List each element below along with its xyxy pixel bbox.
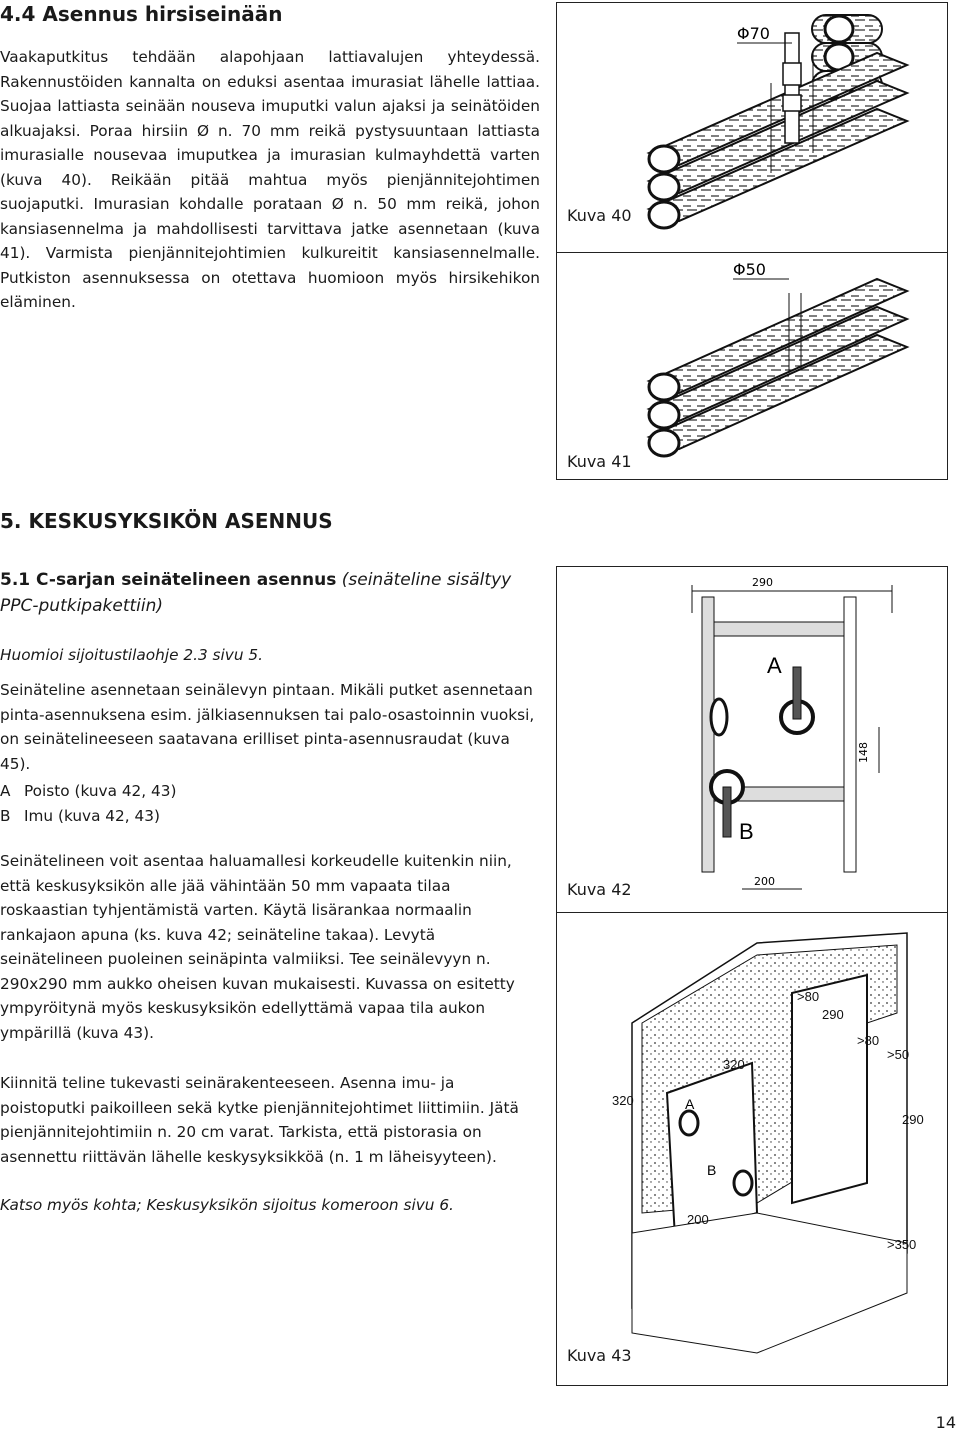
outlet-label-a: A — [767, 653, 782, 678]
item-a — [0, 779, 176, 804]
caption-kuva-41: Kuva 41 — [567, 452, 632, 471]
item-a-text: Poisto (kuva 42, 43) — [24, 782, 177, 800]
page-number: 14 — [935, 1413, 956, 1432]
dimension-label-290: 290 — [752, 576, 773, 589]
section-5-1-paragraph-2: Seinätelineen voit asentaa haluamallesi korkeudelle kuitenkin niin, että keskusyksikön alle jää vähintään 50 mm vapaata tilaa roskaastian tyhjentämistä varten. Käytä lisärankaa normaalin rankajaon apuna (ks. kuva 42; seinäteline takaa). Levytä seinätelineen puoleinen seinäpinta valmiiksi. Tee seinälevyyn n. 290x290 mm aukko oheisen kuvan mukaisesti. Kuvassa on esitetty ympyröitynä myös keskusyksikön edellyttämä vapaa tila aukon ympärillä (kuva 43). — [0, 852, 515, 1042]
outlet-label-a: A — [685, 1096, 695, 1112]
log-wall-illustration-41 — [557, 253, 947, 479]
dimension-label-50: >50 — [887, 1047, 910, 1062]
dimension-label-290-top: 290 — [822, 1007, 844, 1022]
caption-kuva-40: Kuva 40 — [567, 206, 632, 225]
dimension-label-200: 200 — [754, 875, 775, 888]
dimension-label-320-inner: 320 — [723, 1057, 745, 1072]
caption-kuva-42: Kuva 42 — [567, 880, 632, 899]
section-5-1-paragraph-1: Seinäteline asennetaan seinälevyn pintaan. Mikäli putket asennetaan pinta-asennuksena esim. jälkiasennuksen tai palo-osastoinnin vuoksi, on seinätelineeseen saatavana erilliset pinta-asennusraudat (kuva 45). — [0, 681, 535, 773]
item-a-letter: A — [0, 782, 11, 800]
dimension-label-80-side: >80 — [857, 1033, 880, 1048]
item-b-text: Imu (kuva 42, 43) — [24, 807, 160, 825]
dimension-label-80-top: >80 — [797, 989, 820, 1004]
see-also-note: Katso myös kohta; Keskusyksikön sijoitus komeroon sivu 6. — [0, 1196, 454, 1214]
wall-opening-drawing-43 — [557, 913, 947, 1385]
section-heading-4-4: 4.4 Asennus hirsiseinään — [0, 2, 283, 26]
item-b-letter: B — [0, 807, 11, 825]
figure-kuva-41 — [556, 252, 948, 480]
section-5-1-title: 5.1 C-sarjan seinätelineen asennus — [0, 570, 337, 590]
figure-kuva-43 — [556, 912, 948, 1386]
lower-logs — [649, 53, 907, 228]
dimension-label-148: 148 — [857, 742, 870, 763]
section-heading-5: 5. KESKUSYKSIKÖN ASENNUS — [0, 509, 333, 533]
placement-note: Huomioi sijoitustilaohje 2.3 sivu 5. — [0, 646, 263, 664]
item-b — [0, 804, 160, 829]
section-4-4-paragraph: Vaakaputkitus tehdään alapohjaan lattiavalujen yhteydessä. Rakennustöiden kannalta on eduksi asentaa imurasiat lähelle lattiaa. Suojaa lattiasta seinään nouseva imuputki valun ajaksi ja seinätöiden alkuajaksi. Poraa hirsiin Ø n. 70 mm reikä pystysuuntaan lattiasta imurasialle nousevaa imuputkea ja imurasian kulmayhdettä varten (kuva 40). Reikään pitää mahtua myös pienjännitejohtimen suojaputki. Imurasian kohdalle porataan Ø n. 50 mm reikä, johon kansiasennelma ja mahdollisesti tarvittava jatke asennetaan (kuva 41). Varmista pienjännitejohtimien kulkureitit kansiasennelmalle. Putkiston asennuksessa on otettava huomioon myös hirsikehikon eläminen. — [0, 48, 540, 311]
section-heading-5-1 — [0, 567, 545, 619]
figure-kuva-42 — [556, 566, 948, 914]
section-5-1-subtitle: (seinäteline sisältyy PPC-putkipakettiin) — [0, 570, 512, 616]
dimension-label-50: Φ50 — [733, 260, 766, 279]
dimension-label-350: >350 — [887, 1237, 917, 1252]
section-5-1-paragraph-3: Kiinnitä teline tukevasti seinärakenteeseen. Asenna imu- ja poistoputki paikoilleen sekä kytke pienjännitejohtimet liittimiin. Jätä pienjännitejohtimiin n. 20 cm varat. Tarkista, että pistorasia on asennettu riittävän lähelle keskysyksikköä (n. 1 m läheisyyteen). — [0, 1074, 519, 1166]
dimension-label-290-right: 290 — [902, 1112, 924, 1127]
inlet-label-b: B — [707, 1162, 717, 1178]
dimension-label-320-left: 320 — [612, 1093, 634, 1108]
inlet-label-b: B — [739, 819, 754, 844]
wall-bracket-drawing-42 — [557, 567, 947, 913]
caption-kuva-43: Kuva 43 — [567, 1346, 632, 1365]
dimension-label-200: 200 — [687, 1212, 709, 1227]
dimension-label-70: Φ70 — [737, 24, 770, 43]
